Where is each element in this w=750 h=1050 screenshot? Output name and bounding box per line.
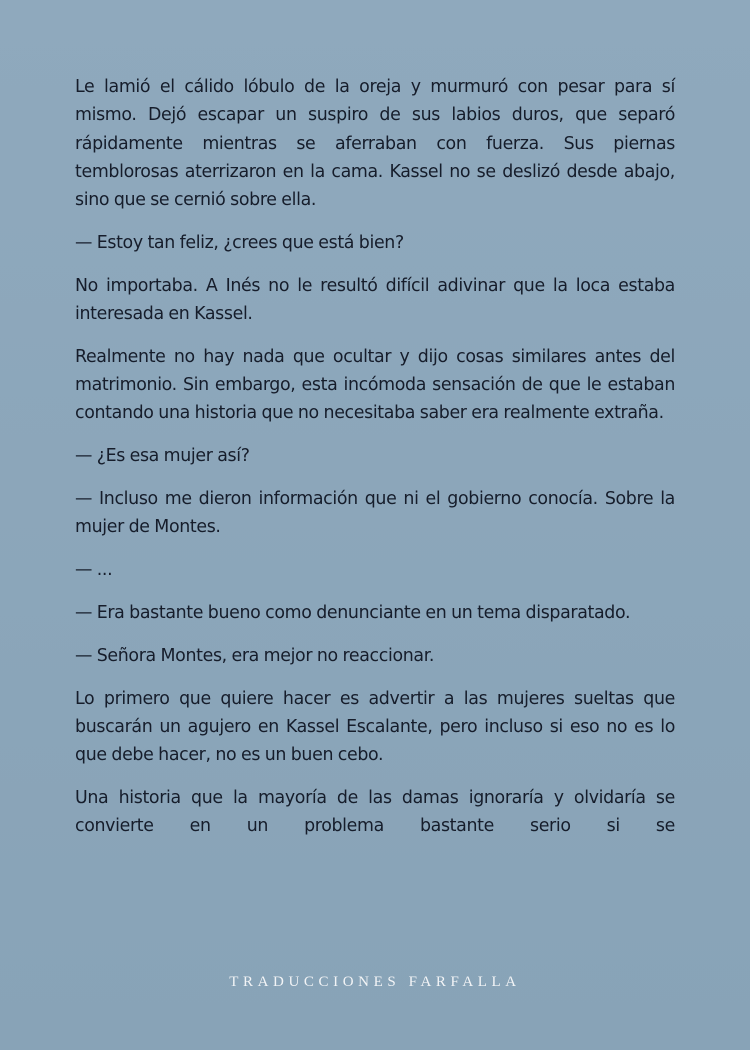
page-body [75, 73, 675, 855]
paragraph: Una historia que la mayoría de las damas ignoraría y olvidaría se convierte en un problema bastante serio si se [75, 787, 675, 837]
dialogue-line: — Incluso me dieron información que ni el gobierno conocía. Sobre la mujer de Montes. [75, 489, 675, 538]
dialogue-line: — ¿Es esa mujer así? [75, 446, 250, 467]
dialogue-line: — Era bastante bueno como denunciante en un tema disparatado. [75, 602, 631, 623]
dialogue-line: — Estoy tan feliz, ¿crees que está bien? [75, 232, 404, 253]
paragraph: Realmente no hay nada que ocultar y dijo cosas similares antes del matrimonio. Sin embargo, esta incómoda sensación de que le estaban contando una historia que no necesitaba saber era realmente extraña. [75, 346, 675, 424]
paragraph: No importaba. A Inés no le resultó difícil adivinar que la loca estaba interesada en Kassel. [75, 275, 675, 325]
paragraph: Lo primero que quiere hacer es advertir a las mujeres sueltas que buscarán un agujero en Kassel Escalante, pero incluso si eso no es lo que debe hacer, no es un buen cebo. [75, 688, 675, 766]
dialogue-line: — ... [75, 560, 113, 581]
translator-credit-footer: TRADUCCIONES FARFALLA [229, 974, 521, 990]
paragraph: Le lamió el cálido lóbulo de la oreja y murmuró con pesar para sí mismo. Dejó escapar un suspiro de sus labios duros, que separó rápidamente mientras se aferraban con fuerza. Sus piernas temblorosas aterrizaron en la cama. Kassel no se deslizó desde abajo, sino que se cernió sobre ella. [75, 77, 675, 211]
dialogue-line: — Señora Montes, era mejor no reaccionar. [75, 645, 435, 666]
